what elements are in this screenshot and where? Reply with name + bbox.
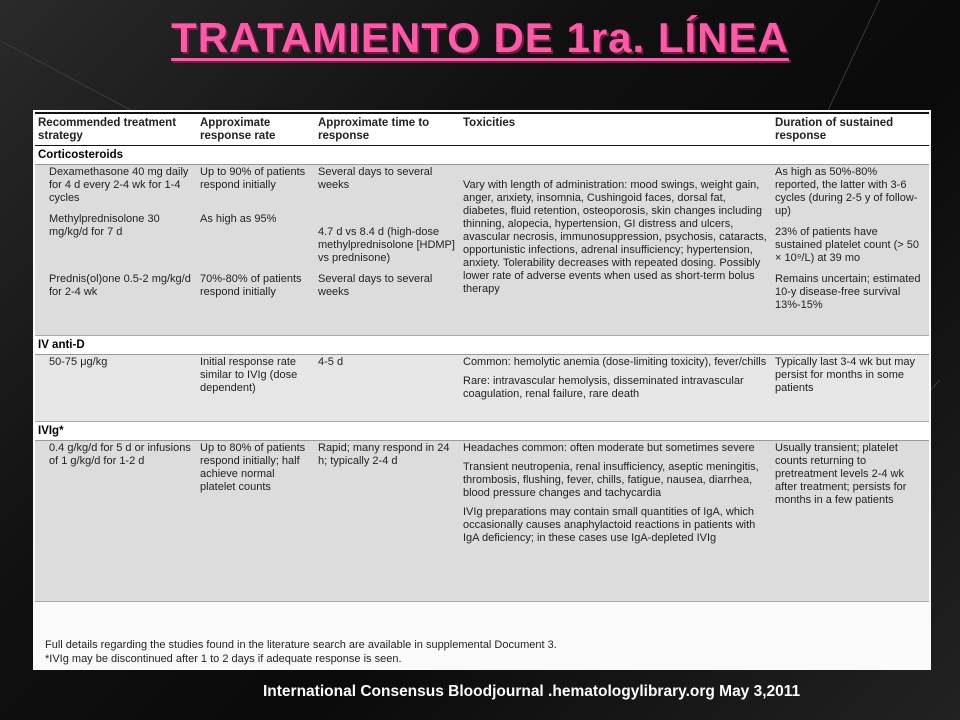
- treatment-table: [35, 112, 929, 602]
- rate-cell: [197, 165, 315, 335]
- column-header: Duration of sustained response: [775, 117, 894, 142]
- cell-text: Initial response rate similar to IVIg (dose dependent): [200, 356, 298, 394]
- duration-cell: [772, 441, 927, 601]
- cell-text: Up to 90% of patients respond initially: [200, 166, 306, 191]
- time-cell: [315, 441, 460, 601]
- duration-cell: [772, 355, 927, 421]
- cell-text: 23% of patients have sustained platelet count (> 50 × 10⁹/L) at 39 mo: [775, 226, 920, 264]
- toxicities-cell: [460, 165, 772, 335]
- cell-text: Transient neutropenia, renal insufficiency, aseptic meningitis, thrombosis, flushing, fever, chills, fatigue, nausea, diarrhea, blood pressure changes and tachycardia: [463, 461, 759, 499]
- rate-cell: [197, 441, 315, 601]
- column-header: Approximate time to response: [318, 117, 430, 142]
- cell-text: As high as 95%: [200, 213, 277, 225]
- section-header: IV anti-D: [35, 336, 929, 355]
- cell-text: 0.4 g/kg/d for 5 d or infusions of 1 g/kg/d for 1-2 d: [49, 442, 191, 467]
- cell-text: Several days to several weeks: [318, 166, 433, 191]
- footnote: *IVIg may be discontinued after 1 to 2 days if adequate response is seen.: [45, 653, 402, 665]
- slide-title: TRATAMIENTO DE 1ra. LÍNEA: [171, 14, 789, 61]
- rate-cell: [197, 355, 315, 421]
- cell-text: 4-5 d: [318, 356, 344, 368]
- cell-text: Several days to several weeks: [318, 273, 433, 298]
- cell-text: Prednis(ol)one 0.5-2 mg/kg/d for 2-4 wk: [49, 273, 191, 298]
- strategy-cell: [35, 355, 197, 421]
- column-header: Recommended treatment strategy: [38, 117, 177, 142]
- cell-text: As high as 50%-80% reported, the latter with 3-6 cycles (during 2-5 y of follow-up): [775, 166, 918, 217]
- cell-text: Up to 80% of patients respond initially; half achieve normal platelet counts: [200, 442, 306, 493]
- toxicities-cell: [460, 355, 772, 421]
- cell-text: IVIg preparations may contain small quantities of IgA, which occasionally causes anaphylactoid reactions in patients with IgA deficiency; in these cases use IgA-depleted IVIg: [463, 506, 756, 544]
- source-citation: International Consensus Bloodjournal .hematologylibrary.org May 3,2011: [263, 683, 801, 700]
- strategy-cell: [35, 165, 197, 335]
- cell-text: 4.7 d vs 8.4 d (high-dose methylprednisolone [HDMP] vs prednisone): [318, 226, 455, 264]
- cell-text: Dexamethasone 40 mg daily for 4 d every 2-4 wk for 1-4 cycles: [49, 166, 189, 204]
- column-header: Toxicities: [463, 117, 516, 129]
- section-header: Corticosteroids: [35, 146, 929, 165]
- cell-text: 50-75 μg/kg: [49, 356, 108, 368]
- section-header: IVIg*: [35, 422, 929, 441]
- cell-text: Remains uncertain; estimated 10-y disease-free survival 13%-15%: [775, 273, 921, 311]
- cell-text: Vary with length of administration: mood swings, weight gain, anger, anxiety, insomnia, Cushingoid faces, dorsal fat, diabetes, fluid retention, osteoporosis, skin changes including thinning, alopecia, hypertension, GI distress and ulcers, avascular necrosis, immunosuppression, psychosis, cataracts, opportunistic infections, adrenal insufficiency; hypertension, anxiety. Tolerability decreases with repeated dosing. Possibly lower rate of adverse events when used as short-term bolus therapy: [463, 179, 767, 295]
- treatment-table-image: [33, 110, 931, 670]
- time-cell: [315, 355, 460, 421]
- table-row: [35, 165, 929, 336]
- table-row: [35, 355, 929, 422]
- table-header-row: [35, 112, 929, 146]
- column-header: Approximate response rate: [200, 117, 276, 142]
- cell-text: Rare: intravascular hemolysis, disseminated intravascular coagulation, renal failure, rare death: [463, 375, 744, 400]
- table-row: [35, 441, 929, 602]
- cell-text: 70%-80% of patients respond initially: [200, 273, 302, 298]
- cell-text: Methylprednisolone 30 mg/kg/d for 7 d: [49, 213, 160, 238]
- cell-text: Typically last 3-4 wk but may persist for months in some patients: [775, 356, 915, 394]
- footnote: Full details regarding the studies found in the literature search are available in supplemental Document 3.: [45, 639, 557, 651]
- cell-text: Usually transient; platelet counts returning to pretreatment levels 2-4 wk after treatment; persists for months in a few patients: [775, 442, 907, 506]
- cell-text: Headaches common: often moderate but sometimes severe: [463, 442, 755, 454]
- cell-text: Rapid; many respond in 24 h; typically 2-4 d: [318, 442, 450, 467]
- duration-cell: [772, 165, 927, 335]
- table-notes: [39, 638, 557, 666]
- cell-text: Common: hemolytic anemia (dose-limiting toxicity), fever/chills: [463, 356, 767, 368]
- time-cell: [315, 165, 460, 335]
- strategy-cell: [35, 441, 197, 601]
- toxicities-cell: [460, 441, 772, 601]
